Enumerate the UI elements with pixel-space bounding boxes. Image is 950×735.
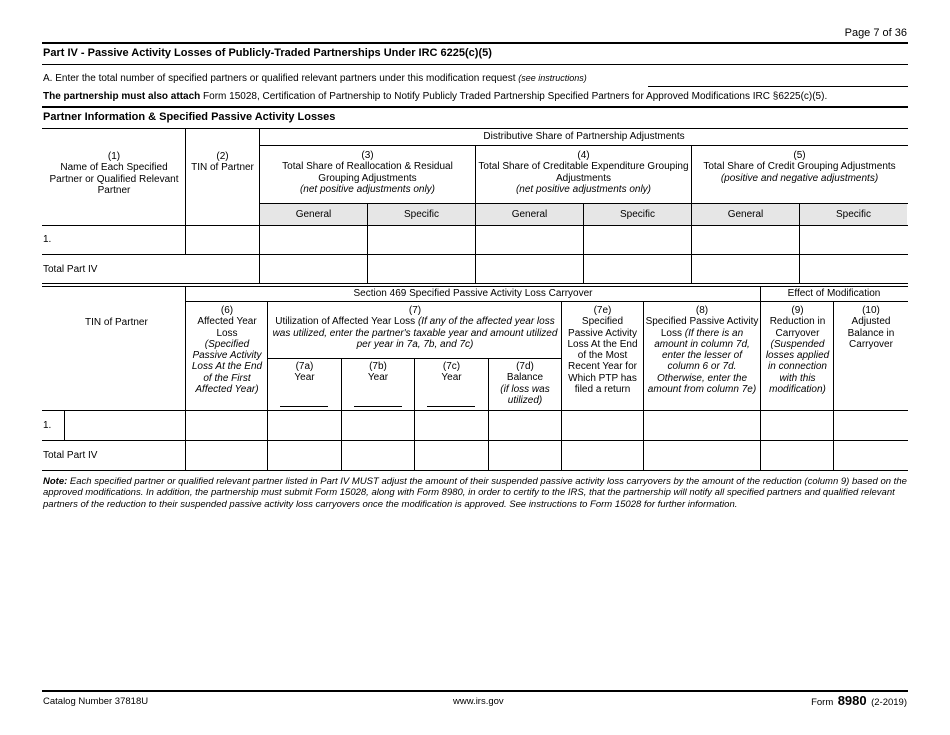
form-number: 8980 xyxy=(837,693,867,708)
t1-row1-label: 1. xyxy=(43,234,52,245)
total-col7b-input[interactable] xyxy=(344,443,412,468)
total-col7a-input[interactable] xyxy=(270,443,339,468)
partner-name-input[interactable] xyxy=(58,228,183,252)
attach-rule xyxy=(42,106,908,108)
form-revision: (2-2019) xyxy=(871,697,907,708)
t2-group-rule xyxy=(185,301,908,302)
top-rule xyxy=(42,42,908,44)
col7d-num: (7d) xyxy=(516,361,534,372)
col7c-amount-input[interactable] xyxy=(417,413,486,438)
col7c-header xyxy=(415,361,488,384)
note-paragraph xyxy=(43,476,908,510)
total-col5-general-input[interactable] xyxy=(694,257,797,281)
col8-note: (If there is an amount in column 7d, enter the lesser of column 6 or 7d. Otherwise, enter the amount from column 7e) xyxy=(647,327,757,396)
col2-num: (2) xyxy=(216,151,229,162)
total-col7d-input[interactable] xyxy=(491,443,559,468)
section-title: Partner Information & Specified Passive Activity Losses xyxy=(43,111,336,123)
t1-bottom-rule xyxy=(42,283,908,284)
t1-total-label: Total Part IV xyxy=(43,264,98,275)
col3-header xyxy=(261,150,474,195)
year-7a-underline xyxy=(280,406,328,407)
col5-header xyxy=(692,150,907,184)
col6-header xyxy=(188,305,266,395)
t2-bottom-rule xyxy=(42,470,908,471)
col6-note: (Specified Passive Activity Loss At the End of the First Affected Year) xyxy=(191,338,263,396)
note-label: Note: xyxy=(43,476,68,487)
page-number: Page 7 of 36 xyxy=(844,27,907,39)
t2-group-header-carryover: Section 469 Specified Passive Activity Loss Carryover xyxy=(353,288,593,299)
year-7c-input[interactable] xyxy=(427,392,475,405)
t2-row1-num-divider xyxy=(64,410,65,440)
irs-website: www.irs.gov xyxy=(453,696,504,707)
tin-of-partner-input[interactable] xyxy=(67,413,183,438)
col1-header xyxy=(44,151,184,196)
col10-header xyxy=(835,305,907,350)
sub-header-specific: Specific xyxy=(619,209,655,220)
sub-header-general: General xyxy=(727,209,764,220)
col7b-label: Year xyxy=(367,372,389,384)
col8-label: Specified Passive Activity Loss xyxy=(645,316,759,339)
col4-label: Total Share of Creditable Expenditure Grouping Adjustments xyxy=(478,161,689,184)
note-text: Each specified partner or qualified relevant partner listed in Part IV MUST adjust the amount of their suspended passive activity loss carryovers by the amount of the reduction (column 9) based on the approved modifications. In addition, the partnership must submit Form 15028, along with Form 8980, in order to certify to the IRS, that the partnership will notify all specified partners and qualified relevant partners of the reduction to their suspended passive activity loss carryovers once the modification is approved. See instructions to Form 15028 for further information. xyxy=(43,476,907,510)
col7a-amount-input[interactable] xyxy=(270,413,339,438)
total-col8-input[interactable] xyxy=(646,443,758,468)
col3-general-input[interactable] xyxy=(262,228,365,252)
t2-row1-bottom xyxy=(42,440,908,441)
col10-label: Adjusted Balance in Carryover xyxy=(847,316,895,350)
col4-specific-input[interactable] xyxy=(586,228,689,252)
total-col3-specific-input[interactable] xyxy=(370,257,473,281)
t2-group-header-effect: Effect of Modification xyxy=(787,288,881,299)
col9-note: (Suspended losses applied in connection with this modification) xyxy=(765,338,830,396)
line-a-underline xyxy=(648,86,908,87)
t2-row1-label: 1. xyxy=(43,420,52,431)
col7b-amount-input[interactable] xyxy=(344,413,412,438)
total-col10-input[interactable] xyxy=(836,443,906,468)
total-col4-specific-input[interactable] xyxy=(586,257,689,281)
col7-header xyxy=(270,305,560,350)
col2-label: TIN of Partner xyxy=(191,162,254,174)
col3-specific-input[interactable] xyxy=(370,228,473,252)
total-col6-input[interactable] xyxy=(188,443,265,468)
col5-specific-input[interactable] xyxy=(802,228,906,252)
col4-general-input[interactable] xyxy=(478,228,581,252)
line-a-note: (see instructions) xyxy=(518,73,587,83)
t2-v1 xyxy=(267,301,268,470)
col6-num: (6) xyxy=(220,305,234,316)
col7b-header xyxy=(342,361,414,384)
attach-bold: The partnership must also attach xyxy=(43,91,201,102)
col5-general-input[interactable] xyxy=(694,228,797,252)
col1-num: (1) xyxy=(107,151,121,162)
line-a xyxy=(43,72,587,85)
total-col4-general-input[interactable] xyxy=(478,257,581,281)
col9-label: Reduction in Carryover xyxy=(769,316,826,339)
catalog-number: Catalog Number 37818U xyxy=(43,696,149,707)
col7e-input[interactable] xyxy=(564,413,641,438)
total-col7e-input[interactable] xyxy=(564,443,641,468)
col7a-num: (7a) xyxy=(295,361,314,372)
sub-header-general: General xyxy=(511,209,548,220)
t2-v0 xyxy=(185,286,186,470)
t1-group-rule xyxy=(259,145,908,146)
total-col5-specific-input[interactable] xyxy=(802,257,906,281)
year-7b-input[interactable] xyxy=(354,392,402,405)
col10-num: (10) xyxy=(862,305,880,316)
col9-header xyxy=(763,305,832,395)
sub-header-general: General xyxy=(295,209,332,220)
col5-label: Total Share of Credit Grouping Adjustments xyxy=(703,161,896,173)
col3-note: (net positive adjustments only) xyxy=(299,183,436,195)
col8-input[interactable] xyxy=(646,413,758,438)
t2-left-top-rule xyxy=(42,286,185,287)
t1-top-rule xyxy=(42,128,908,129)
form-id xyxy=(811,694,907,710)
total-col7c-input[interactable] xyxy=(417,443,486,468)
col6-input[interactable] xyxy=(188,413,265,438)
sub-header-specific: Specific xyxy=(835,209,871,220)
col7e-label: Specified Passive Activity Loss At the End of the Most Recent Year for Which PTP has filed a return xyxy=(567,316,638,396)
t2-v7 xyxy=(760,286,761,470)
col9-input[interactable] xyxy=(763,413,831,438)
t1-v2 xyxy=(259,128,260,283)
part-rule xyxy=(42,64,908,65)
t2-v8 xyxy=(833,301,834,470)
col7c-label: Year xyxy=(441,372,462,384)
col8-num: (8) xyxy=(695,305,709,316)
specified-partners-count-input[interactable] xyxy=(648,72,906,86)
col4-header xyxy=(477,150,690,195)
attach-line xyxy=(43,91,827,103)
year-7a-input[interactable] xyxy=(280,392,328,405)
col7e-header xyxy=(564,305,641,395)
total-col3-general-input[interactable] xyxy=(262,257,365,281)
t1-group-header: Distributive Share of Partnership Adjustments xyxy=(483,131,685,142)
sub-header-specific: Specific xyxy=(403,209,439,220)
col9-num: (9) xyxy=(791,305,804,316)
col7b-num: (7b) xyxy=(369,361,387,372)
col7-label: Utilization of Affected Year Loss xyxy=(275,316,416,328)
year-7c-underline xyxy=(427,406,475,407)
col7d-note: (if loss was utilized) xyxy=(500,383,550,406)
form-prefix: Form xyxy=(811,697,834,708)
col5-note: (positive and negative adjustments) xyxy=(720,172,879,184)
t2-top-rule xyxy=(185,286,908,287)
t2-tin-label: TIN of Partner xyxy=(85,317,148,328)
line-a-text: A. Enter the total number of specified partners or qualified relevant partners under this modification request xyxy=(43,73,519,84)
col10-input[interactable] xyxy=(836,413,906,438)
col7c-num: (7c) xyxy=(442,361,461,372)
col7-num: (7) xyxy=(408,305,422,316)
year-7b-underline xyxy=(354,406,402,407)
col7d-header xyxy=(489,361,561,406)
col3-num: (3) xyxy=(361,150,374,161)
col7e-num: (7e) xyxy=(593,305,612,316)
col2-header xyxy=(186,151,259,174)
col5-num: (5) xyxy=(793,150,806,161)
t2-total-label: Total Part IV xyxy=(43,450,98,461)
t2-v5 xyxy=(561,301,562,470)
col6-label: Affected Year Loss xyxy=(197,316,257,339)
col7d-input[interactable] xyxy=(491,413,559,438)
col7a-header xyxy=(268,361,341,384)
col7a-label: Year xyxy=(294,372,315,384)
t1-v1 xyxy=(185,128,186,254)
total-col9-input[interactable] xyxy=(763,443,831,468)
t2-v6 xyxy=(643,301,644,470)
col7-note: (If any of the affected year loss was utilized, enter the partner's taxable year and amount utilized per year in 7a, 7b, and 7c) xyxy=(272,316,558,350)
footer-rule xyxy=(42,690,908,692)
col4-num: (4) xyxy=(577,150,590,161)
attach-text: Form 15028, Certification of Partnership to Notify Publicly Traded Partnership Specified Partners for Approved Modifications IRC §6225(c)(5). xyxy=(200,91,828,102)
col8-header xyxy=(645,305,759,395)
col3-label: Total Share of Reallocation & Residual Grouping Adjustments xyxy=(282,161,453,184)
col7d-label: Balance xyxy=(506,372,544,384)
t2-header-bottom xyxy=(42,410,908,411)
col1-label: Name of Each Specified Partner or Qualified Relevant Partner xyxy=(49,162,179,196)
partner-tin-input[interactable] xyxy=(188,228,257,252)
part-title: Part IV - Passive Activity Losses of Publicly-Traded Partnerships Under IRC 6225(c)(5) xyxy=(43,47,492,59)
col4-note: (net positive adjustments only) xyxy=(515,183,652,195)
